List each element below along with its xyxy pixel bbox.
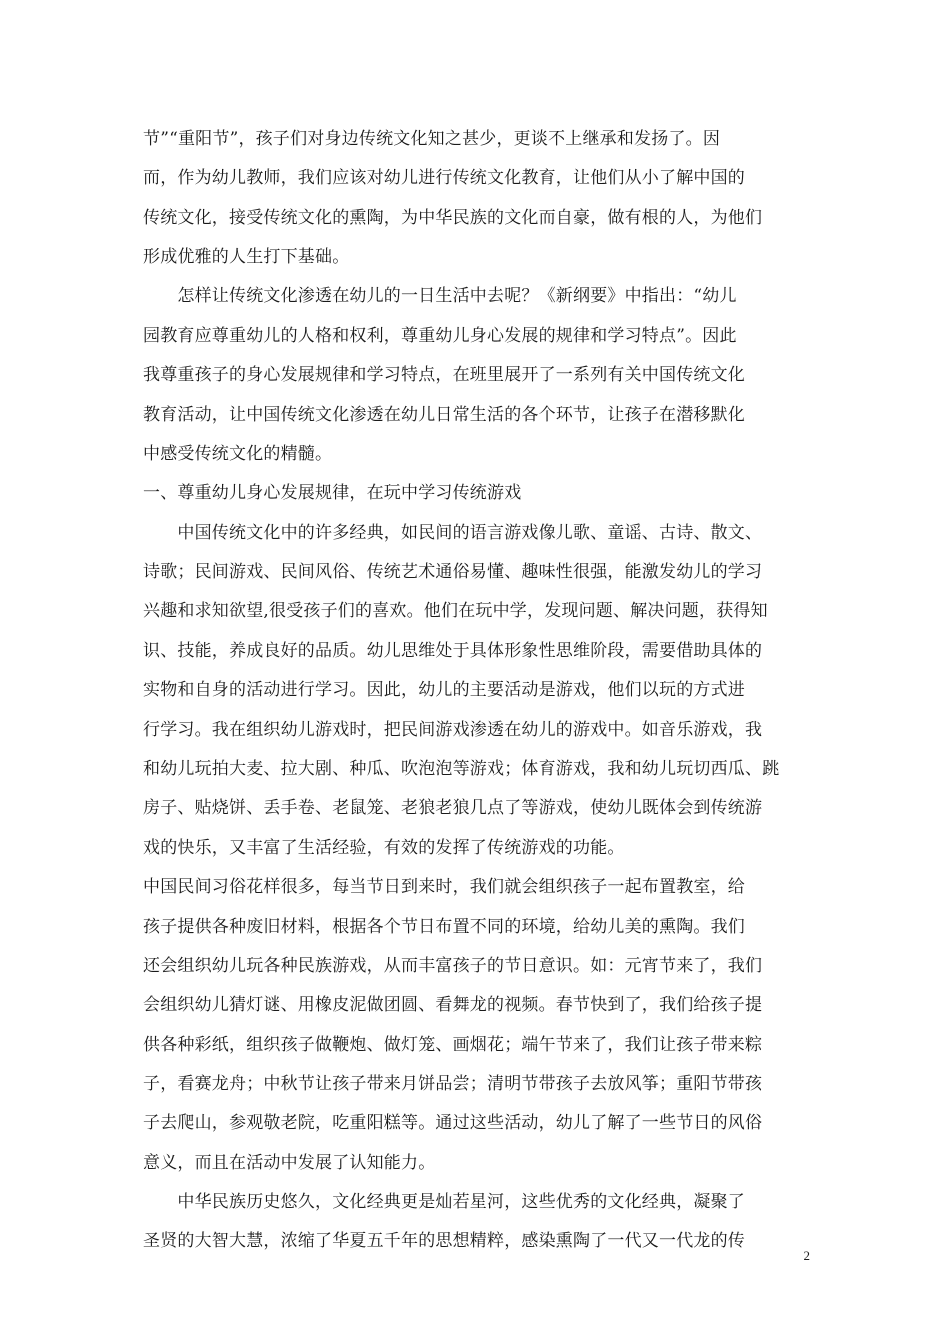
text-line: 孩子提供各种废旧材料，根据各个节日布置不同的环境，给幼儿美的熏陶。我们: [143, 917, 745, 937]
text-line: 中感受传统文化的精髓。: [143, 444, 333, 464]
text-line: 供各种彩纸，组织孩子做鞭炮、做灯笼、画烟花；端午节来了，我们让孩子带来粽: [143, 1035, 763, 1055]
text-line: 房子、贴烧饼、丢手卷、老鼠笼、老狼老狼几点了等游戏，使幼儿既体会到传统游: [143, 798, 763, 818]
text-line: 和幼儿玩拍大麦、拉大剧、种瓜、吹泡泡等游戏；体育游戏，我和幼儿玩切西瓜、跳: [143, 759, 780, 779]
text-line: 中国传统文化中的许多经典，如民间的语言游戏像儿歌、童谣、古诗、散文、: [143, 523, 763, 543]
text-line: 教育活动，让中国传统文化渗透在幼儿日常生活的各个环节，让孩子在潜移默化: [143, 405, 745, 425]
text-line: 子去爬山，参观敬老院，吃重阳糕等。通过这些活动，幼儿了解了一些节日的风俗: [143, 1113, 763, 1133]
text-line: 圣贤的大智大慧，浓缩了华夏五千年的思想精粹，感染熏陶了一代又一代龙的传: [143, 1231, 745, 1251]
text-line: 戏的快乐，又丰富了生活经验，有效的发挥了传统游戏的功能。: [143, 838, 625, 858]
text-line: 中国民间习俗花样很多，每当节日到来时，我们就会组织孩子一起布置教室，给: [143, 877, 745, 897]
text-line: 中华民族历史悠久，文化经典更是灿若星河，这些优秀的文化经典，凝聚了: [143, 1192, 745, 1212]
text-line: 子，看赛龙舟；中秋节让孩子带来月饼品尝；清明节带孩子去放风筝；重阳节带孩: [143, 1074, 763, 1094]
text-line: 传统文化，接受传统文化的熏陶，为中华民族的文化而自豪，做有根的人，为他们: [143, 208, 763, 228]
text-line: 意义，而且在活动中发展了认知能力。: [143, 1153, 436, 1173]
text-line: 而，作为幼儿教师，我们应该对幼儿进行传统文化教育，让他们从小了解中国的: [143, 168, 745, 188]
text-line: 行学习。我在组织幼儿游戏时，把民间游戏渗透在幼儿的游戏中。如音乐游戏，我: [143, 720, 763, 740]
text-line: 诗歌；民间游戏、民间风俗、传统艺术通俗易懂、趣味性很强，能激发幼儿的学习: [143, 562, 763, 582]
text-line: 实物和自身的活动进行学习。因此，幼儿的主要活动是游戏，他们以玩的方式进: [143, 680, 745, 700]
text-line: 形成优雅的人生打下基础。: [143, 247, 350, 267]
text-line: 怎样让传统文化渗透在幼儿的一日生活中去呢？《新纲要》中指出：“幼儿: [143, 286, 737, 306]
text-line: 节”“重阳节”，孩子们对身边传统文化知之甚少，更谈不上继承和发扬了。因: [143, 129, 721, 149]
text-line: 我尊重孩子的身心发展规律和学习特点，在班里展开了一系列有关中国传统文化: [143, 365, 745, 385]
text-line: 兴趣和求知欲望,很受孩子们的喜欢。他们在玩中学，发现问题、解决问题，获得知: [143, 601, 768, 621]
section-heading: 一、尊重幼儿身心发展规律，在玩中学习传统游戏: [143, 483, 522, 503]
page-number: 2: [803, 1248, 810, 1263]
text-line: 会组织幼儿猜灯谜、用橡皮泥做团圆、看舞龙的视频。春节快到了，我们给孩子提: [143, 995, 763, 1015]
text-line: 还会组织幼儿玩各种民族游戏，从而丰富孩子的节日意识。如：元宵节来了，我们: [143, 956, 763, 976]
text-line: 识、技能，养成良好的品质。幼儿思维处于具体形象性思维阶段，需要借助具体的: [143, 641, 763, 661]
text-line: 园教育应尊重幼儿的人格和权利，尊重幼儿身心发展的规律和学习特点”。因此: [143, 326, 737, 346]
